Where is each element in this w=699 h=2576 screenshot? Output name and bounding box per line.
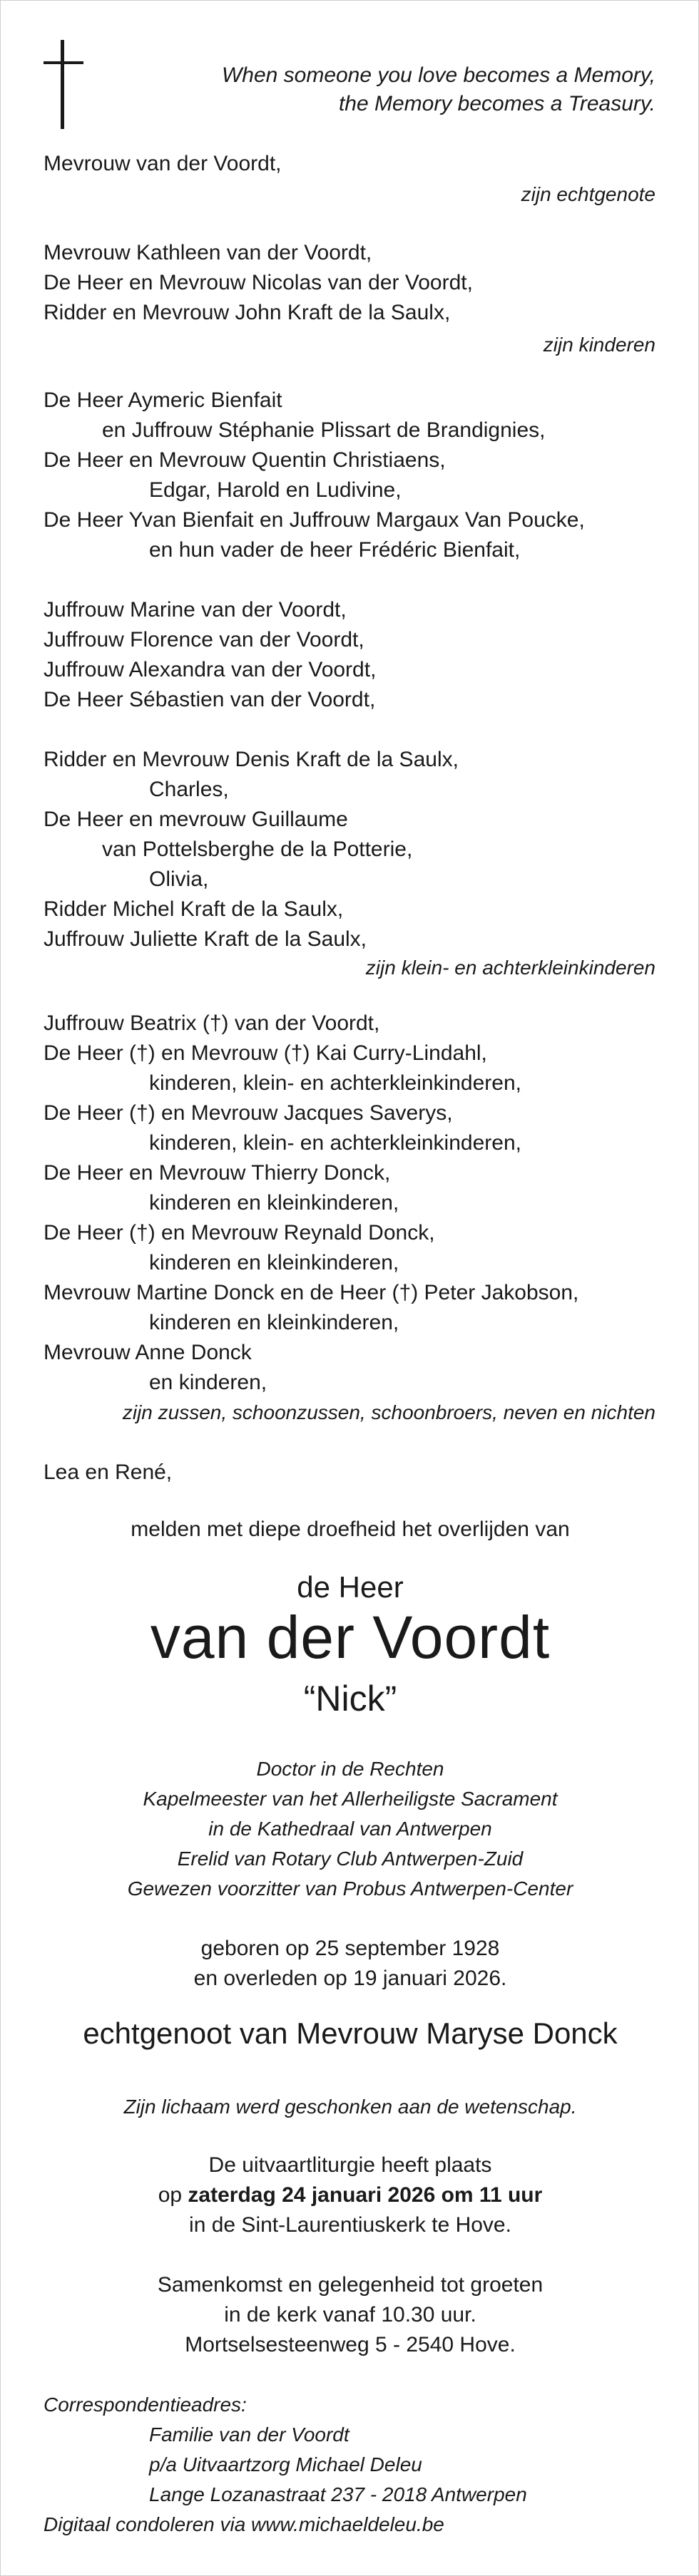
funeral-date: zaterdag 24 januari 2026 om 11 uur bbox=[188, 2183, 543, 2207]
sibling-line: kinderen, klein- en achterkleinkinderen, bbox=[149, 1131, 521, 1155]
grandchild-line: van Pottelsberghe de la Potterie, bbox=[102, 838, 413, 861]
title-line: Gewezen voorzitter van Probus Antwerpen-Center bbox=[127, 1877, 573, 1900]
gathering-line: in de kerk vanaf 10.30 uur. bbox=[224, 2303, 476, 2327]
grandchild-line: De Heer en Mevrouw Quentin Christiaens, bbox=[44, 448, 446, 472]
grandchild-line: en hun vader de heer Frédéric Bienfait, bbox=[149, 538, 521, 562]
grandchild-line: en Juffrouw Stéphanie Plissart de Brandignies, bbox=[102, 418, 546, 442]
grandchild-line: Juffrouw Alexandra van der Voordt, bbox=[44, 658, 377, 681]
grandchild-line: Olivia, bbox=[149, 867, 209, 891]
funeral-date-line bbox=[1, 2182, 699, 2209]
grandchild-line: Ridder en Mevrouw Denis Kraft de la Saulx, bbox=[44, 748, 459, 771]
sibling-line: kinderen en kleinkinderen, bbox=[149, 1311, 399, 1334]
cross-icon bbox=[44, 40, 83, 129]
quote-line-1: When someone you love becomes a Memory, bbox=[221, 63, 655, 87]
funeral-on: op bbox=[158, 2183, 183, 2207]
child-line: Mevrouw Kathleen van der Voordt, bbox=[44, 241, 372, 264]
child-line: De Heer en Mevrouw Nicolas van der Voordt, bbox=[44, 271, 473, 294]
title-line: Erelid van Rotary Club Antwerpen-Zuid bbox=[177, 1848, 524, 1870]
siblings-role: zijn zussen, schoonzussen, schoonbroers, neven en nichten bbox=[122, 1401, 655, 1423]
grandchild-line: De Heer en mevrouw Guillaume bbox=[44, 808, 348, 831]
correspondence-line: Lange Lozanastraat 237 - 2018 Antwerpen bbox=[149, 2483, 527, 2505]
deceased-prefix: de Heer bbox=[297, 1570, 404, 1604]
correspondence-label: Correspondentieadres: bbox=[44, 2394, 247, 2416]
grandchild-line: Juffrouw Florence van der Voordt, bbox=[44, 628, 364, 651]
sibling-line: De Heer (†) en Mevrouw Jacques Saverys, bbox=[44, 1101, 453, 1125]
online-condolence: Digitaal condoleren via www.michaeldeleu.be bbox=[44, 2513, 444, 2535]
title-line: Doctor in de Rechten bbox=[256, 1758, 444, 1780]
body-note: Zijn lichaam werd geschonken aan de wetenschap. bbox=[123, 2096, 577, 2118]
sibling-line: De Heer en Mevrouw Thierry Donck, bbox=[44, 1161, 391, 1185]
sibling-line: Juffrouw Beatrix (†) van der Voordt, bbox=[44, 1011, 380, 1035]
spouse-name: Mevrouw van der Voordt, bbox=[44, 152, 282, 175]
title-line: in de Kathedraal van Antwerpen bbox=[208, 1818, 492, 1840]
grandchild-line: Juffrouw Marine van der Voordt, bbox=[44, 598, 347, 622]
sibling-line: Mevrouw Martine Donck en de Heer (†) Peter Jakobson, bbox=[44, 1281, 579, 1304]
sibling-line: kinderen, klein- en achterkleinkinderen, bbox=[149, 1071, 521, 1095]
children-role: zijn kinderen bbox=[543, 334, 655, 356]
spouse-line: echtgenoot van Mevrouw Maryse Donck bbox=[83, 2016, 618, 2050]
grandchild-line: Edgar, Harold en Ludivine, bbox=[149, 478, 402, 502]
funeral-line: De uitvaartliturgie heeft plaats bbox=[208, 2153, 492, 2177]
sibling-line: De Heer (†) en Mevrouw (†) Kai Curry-Lindahl, bbox=[44, 1041, 487, 1065]
quote-line-2: the Memory becomes a Treasury. bbox=[338, 92, 655, 115]
deceased-name: van der Voordt bbox=[150, 1604, 551, 1671]
child-line: Ridder en Mevrouw John Kraft de la Saulx, bbox=[44, 301, 451, 324]
grandchild-line: De Heer Yvan Bienfait en Juffrouw Margaux Van Poucke, bbox=[44, 508, 585, 532]
grandchild-line: De Heer Aymeric Bienfait bbox=[44, 388, 282, 412]
sibling-line: Mevrouw Anne Donck bbox=[44, 1341, 252, 1364]
sibling-line: kinderen en kleinkinderen, bbox=[149, 1251, 399, 1274]
death-date: en overleden op 19 januari 2026. bbox=[193, 1967, 507, 1990]
grandchildren-role: zijn klein- en achterkleinkinderen bbox=[365, 957, 655, 979]
gathering-line: Samenkomst en gelegenheid tot groeten bbox=[157, 2273, 544, 2297]
others-line: Lea en René, bbox=[44, 1460, 173, 1484]
deceased-nickname: “Nick” bbox=[303, 1679, 397, 1719]
correspondence-line: p/a Uitvaartzorg Michael Deleu bbox=[149, 2453, 422, 2475]
born-date: geboren op 25 september 1928 bbox=[200, 1937, 500, 1960]
gathering-line: Mortselsesteenweg 5 - 2540 Hove. bbox=[185, 2333, 516, 2356]
title-line: Kapelmeester van het Allerheiligste Sacrament bbox=[143, 1788, 558, 1810]
funeral-location: in de Sint-Laurentiuskerk te Hove. bbox=[189, 2213, 511, 2237]
grandchild-line: Ridder Michel Kraft de la Saulx, bbox=[44, 897, 344, 921]
grandchild-line: De Heer Sébastien van der Voordt, bbox=[44, 688, 376, 711]
grandchild-line: Charles, bbox=[149, 778, 229, 801]
spouse-role: zijn echtgenote bbox=[521, 183, 655, 205]
announcement-intro: melden met diepe droefheid het overlijden van bbox=[131, 1518, 570, 1541]
sibling-line: De Heer (†) en Mevrouw Reynald Donck, bbox=[44, 1221, 435, 1245]
grandchild-line: Juffrouw Juliette Kraft de la Saulx, bbox=[44, 927, 367, 951]
sibling-line: en kinderen, bbox=[149, 1371, 267, 1394]
sibling-line: kinderen en kleinkinderen, bbox=[149, 1191, 399, 1215]
correspondence-line: Familie van der Voordt bbox=[149, 2423, 350, 2446]
